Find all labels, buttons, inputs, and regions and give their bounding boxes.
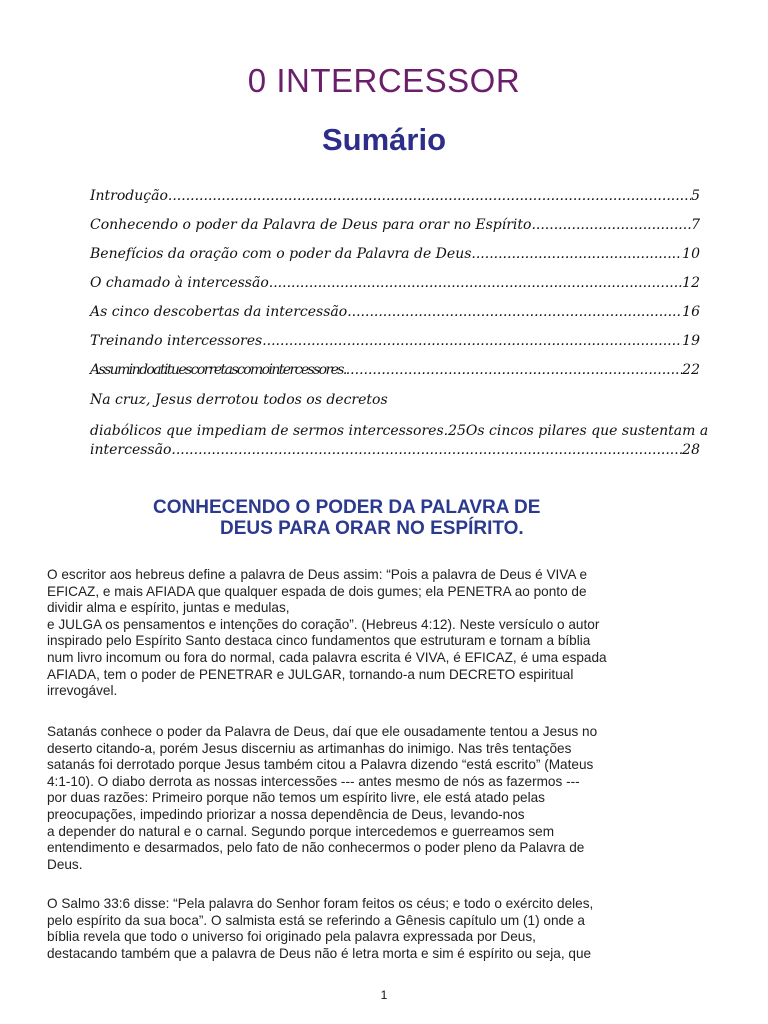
- text-line: irrevogável.: [47, 683, 118, 699]
- toc-leader: [262, 331, 682, 351]
- text-line: EFICAZ, e mais AFIADA que qualquer espada de dois gumes; ela PENETRA ao ponto de: [47, 583, 587, 599]
- toc-leader: [171, 440, 682, 460]
- toc-entry-page: 5: [691, 188, 700, 204]
- toc-entry-title: Introdução: [90, 188, 168, 204]
- toc-entry[interactable]: [90, 302, 700, 322]
- toc-entry-title: Conhecendo o poder da Palavra de Deus para orar no Espírito: [90, 217, 532, 233]
- toc-leader: [346, 360, 682, 380]
- text-line: dividir alma e espírito, juntas e medulas,: [47, 600, 290, 616]
- toc-leader: [531, 215, 691, 235]
- toc-leader: [347, 302, 682, 322]
- toc-entry-page: 19: [682, 333, 700, 349]
- text-line: e JULGA os pensamentos e intenções do coração”. (Hebreus 4:12). Neste versículo o autor: [47, 616, 600, 632]
- toc-entry[interactable]: [90, 186, 700, 206]
- toc-entry-page: 10: [682, 246, 700, 262]
- text-line: satanás foi derrotado porque Jesus também citou a Palavra dizendo “está escrito” (Mateus: [47, 757, 594, 773]
- paragraph: [47, 724, 737, 873]
- text-line: bíblia revela que todo o universo foi originado pela palavra expressada por Deus,: [47, 929, 536, 945]
- text-line: num livro incomum ou fora do normal, cada palavra escrita é VIVA, é EFICAZ, é uma espada: [47, 649, 607, 665]
- toc-leader: [471, 244, 682, 264]
- toc-entry-continued[interactable]: Na cruz, Jesus derrotou todos os decretos: [90, 392, 388, 408]
- toc-entry[interactable]: [90, 244, 700, 264]
- toc-entry-continued[interactable]: diabólicos que impediam de sermos intercessores.25Os cincos pilares que sustentam a: [90, 423, 709, 439]
- toc-entry[interactable]: [90, 360, 700, 380]
- toc-entry[interactable]: [90, 331, 700, 351]
- text-line: destacando também que a palavra de Deus não é letra morta e sim é espírito ou seja, que: [47, 945, 592, 961]
- toc-entry-title: As cinco descobertas da intercessão: [90, 304, 348, 320]
- document-title: 0 INTERCESSOR: [247, 62, 521, 99]
- toc-entry-page: 22: [682, 362, 700, 378]
- toc-entry-page: 7: [691, 217, 700, 233]
- toc-entry[interactable]: [90, 440, 700, 460]
- paragraph: [47, 567, 737, 700]
- toc-entry[interactable]: [90, 215, 700, 235]
- text-line: 4:1-10). O diabo derrota as nossas intercessões --- antes mesmo de nós as fazermos ---: [47, 773, 580, 789]
- text-line: O escritor aos hebreus define a palavra de Deus assim: “Pois a palavra de Deus é VIVA e: [47, 567, 588, 582]
- toc-entry-title: Assumindoatituescorretascomointercessores.: [90, 362, 346, 378]
- toc-entry-title: intercessão: [90, 442, 172, 458]
- toc-entry-page: 12: [682, 275, 700, 291]
- toc-leader: [269, 273, 682, 293]
- toc-entry[interactable]: [90, 273, 700, 293]
- toc-entry-title: Benefícios da oração com o poder da Palavra de Deus: [90, 246, 472, 262]
- text-line: inspirado pelo Espírito Santo destaca cinco fundamentos que estruturam e tornam a bíblia: [47, 633, 591, 649]
- text-line: Deus.: [47, 856, 83, 872]
- text-line: a depender do natural e o carnal. Segundo porque intercedemos e guerreamos sem: [47, 823, 555, 839]
- text-line: por duas razões: Primeiro porque não temos um espírito livre, ele está atado pelas: [47, 790, 545, 806]
- text-line: deserto citando-a, porém Jesus discerniu as artimanhas do inimigo. Nas três tentações: [47, 740, 572, 756]
- text-line: entendimento e desarmados, pelo fato de não conhecermos o poder pleno da Palavra de: [47, 840, 585, 856]
- toc-entry-page: 16: [682, 304, 700, 320]
- section-heading-line: CONHECENDO O PODER DA PALAVRA DE: [153, 497, 541, 518]
- page-number: 1: [380, 988, 388, 1002]
- section-heading-line: DEUS PARA ORAR NO ESPÍRITO.: [220, 518, 524, 539]
- text-line: pelo espírito da sua boca”. O salmista está se referindo a Gênesis capítulo um (1) onde a: [47, 912, 585, 928]
- toc-heading: Sumário: [321, 122, 447, 157]
- text-line: preocupações, impedindo priorizar a nossa dependência de Deus, levando-nos: [47, 806, 525, 822]
- text-line: Satanás conhece o poder da Palavra de Deus, daí que ele ousadamente tentou a Jesus no: [47, 724, 598, 739]
- paragraph: [47, 896, 737, 962]
- text-line: O Salmo 33:6 disse: “Pela palavra do Senhor foram feitos os céus; e todo o exército deles,: [47, 896, 594, 911]
- toc-entry-title: O chamado à intercessão: [90, 275, 269, 291]
- toc-entry-title: Treinando intercessores: [90, 333, 263, 349]
- text-line: AFIADA, tem o poder de PENETRAR e JULGAR, tornando-a num DECRETO espiritual: [47, 666, 574, 682]
- toc-entry-page: 28: [682, 442, 700, 458]
- toc-leader: [168, 186, 691, 206]
